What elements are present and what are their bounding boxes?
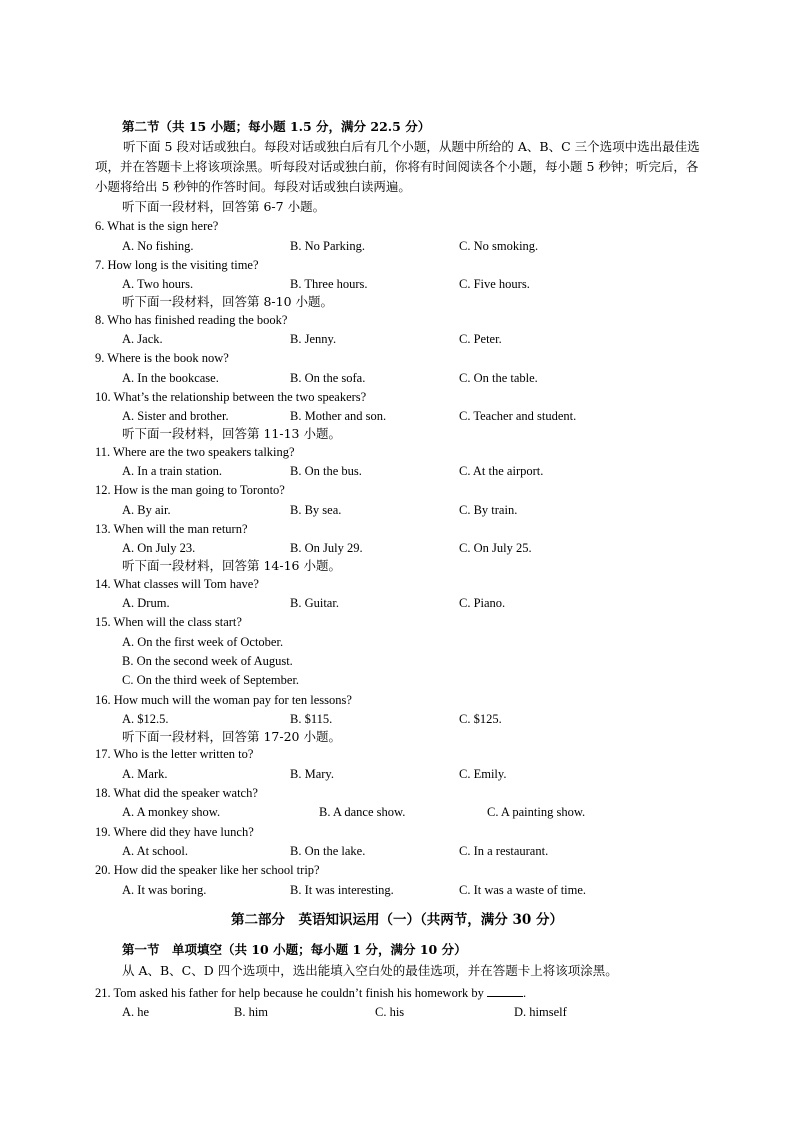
- section2-instructions: 听下面 5 段对话或独白。每段对话或独白后有几个小题，从题中所给的 A、B、C 三个选项中选出最佳选项，并在答题卡上将该项涂黑。听每段对话或独白前，你将有时间阅读各个小题，每小题 5 秒钟；听完后，各小题将给出 5 秒钟的作答时间。每段对话或独白读两遍。: [95, 139, 700, 194]
- q18-option-a: A. A monkey show.: [122, 805, 221, 819]
- question-21-text: 21. Tom asked his father for help because he couldn’t finish his homework by: [95, 986, 484, 1000]
- q13-option-a: A. On July 23.: [122, 541, 196, 555]
- q15-option-b: B. On the second week of August.: [122, 654, 293, 668]
- q10-option-a: A. Sister and brother.: [122, 409, 229, 423]
- q15-option-a: A. On the first week of October.: [122, 635, 284, 649]
- q9-option-c: C. On the table.: [459, 371, 538, 385]
- q10-option-b: B. Mother and son.: [290, 409, 387, 423]
- question-10: 10. What’s the relationship between the two speakers?: [95, 390, 367, 404]
- q6-option-c: C. No smoking.: [459, 239, 539, 253]
- part2-title: 第二部分 英语知识运用（一）（共两节，满分 30 分）: [231, 912, 563, 928]
- q20-option-c: C. It was a waste of time.: [459, 883, 587, 897]
- q21-option-d: D. himself: [514, 1005, 567, 1019]
- section2-heading: 第二节（共 15 小题；每小题 1.5 分，满分 22.5 分）: [122, 119, 431, 134]
- listen-8-10: 听下面一段材料，回答第 8-10 小题。: [122, 294, 334, 309]
- q16-option-c: C. $125.: [459, 712, 502, 726]
- q6-option-b: B. No Parking.: [290, 239, 365, 253]
- q14-option-a: A. Drum.: [122, 596, 170, 610]
- listen-11-13: 听下面一段材料，回答第 11-13 小题。: [122, 426, 341, 441]
- q7-option-c: C. Five hours.: [459, 277, 530, 291]
- q14-option-b: B. Guitar.: [290, 596, 339, 610]
- answer-blank: [487, 984, 523, 997]
- question-7: 7. How long is the visiting time?: [95, 258, 259, 272]
- q19-option-b: B. On the lake.: [290, 844, 366, 858]
- q18-option-b: B. A dance show.: [319, 805, 406, 819]
- q8-option-c: C. Peter.: [459, 332, 502, 346]
- question-11: 11. Where are the two speakers talking?: [95, 445, 295, 459]
- q12-option-a: A. By air.: [122, 503, 171, 517]
- q15-option-c: C. On the third week of September.: [122, 673, 300, 687]
- q16-option-b: B. $115.: [290, 712, 333, 726]
- question-14: 14. What classes will Tom have?: [95, 577, 259, 591]
- q9-option-a: A. In the bookcase.: [122, 371, 219, 385]
- q19-option-a: A. At school.: [122, 844, 188, 858]
- question-15: 15. When will the class start?: [95, 615, 242, 629]
- listen-6-7: 听下面一段材料，回答第 6-7 小题。: [122, 199, 326, 214]
- question-16: 16. How much will the woman pay for ten lessons?: [95, 693, 352, 707]
- q11-option-c: C. At the airport.: [459, 464, 544, 478]
- question-18: 18. What did the speaker watch?: [95, 786, 258, 800]
- q18-option-c: C. A painting show.: [487, 805, 586, 819]
- q13-option-c: C. On July 25.: [459, 541, 532, 555]
- q12-option-c: C. By train.: [459, 503, 518, 517]
- q17-option-b: B. Mary.: [290, 767, 334, 781]
- q12-option-b: B. By sea.: [290, 503, 342, 517]
- question-8: 8. Who has finished reading the book?: [95, 313, 288, 327]
- q11-option-b: B. On the bus.: [290, 464, 362, 478]
- q14-option-c: C. Piano.: [459, 596, 506, 610]
- q7-option-a: A. Two hours.: [122, 277, 194, 291]
- q17-option-a: A. Mark.: [122, 767, 168, 781]
- question-21: [95, 984, 526, 1003]
- question-13: 13. When will the man return?: [95, 522, 248, 536]
- q21-option-a: A. he: [122, 1005, 150, 1019]
- part2-instructions: 从 A、B、C、D 四个选项中，选出能填入空白处的最佳选项，并在答题卡上将该项涂黑。: [122, 963, 618, 978]
- part2-section1-heading: 第一节 单项填空（共 10 小题；每小题 1 分，满分 10 分）: [122, 942, 467, 957]
- q21-option-b: B. him: [234, 1005, 269, 1019]
- q13-option-b: B. On July 29.: [290, 541, 363, 555]
- q6-option-a: A. No fishing.: [122, 239, 194, 253]
- q8-option-a: A. Jack.: [122, 332, 163, 346]
- q17-option-c: C. Emily.: [459, 767, 507, 781]
- q8-option-b: B. Jenny.: [290, 332, 337, 346]
- q10-option-c: C. Teacher and student.: [459, 409, 577, 423]
- q20-option-b: B. It was interesting.: [290, 883, 394, 897]
- question-6: 6. What is the sign here?: [95, 219, 219, 233]
- q21-option-c: C. his: [375, 1005, 405, 1019]
- q19-option-c: C. In a restaurant.: [459, 844, 549, 858]
- listen-14-16: 听下面一段材料，回答第 14-16 小题。: [122, 558, 341, 573]
- q16-option-a: A. $12.5.: [122, 712, 169, 726]
- q9-option-b: B. On the sofa.: [290, 371, 366, 385]
- question-17: 17. Who is the letter written to?: [95, 747, 254, 761]
- question-19: 19. Where did they have lunch?: [95, 825, 254, 839]
- q7-option-b: B. Three hours.: [290, 277, 368, 291]
- q20-option-a: A. It was boring.: [122, 883, 207, 897]
- q11-option-a: A. In a train station.: [122, 464, 222, 478]
- question-20: 20. How did the speaker like her school trip?: [95, 863, 320, 877]
- question-9: 9. Where is the book now?: [95, 351, 229, 365]
- listen-17-20: 听下面一段材料，回答第 17-20 小题。: [122, 729, 341, 744]
- question-21-end: .: [522, 986, 527, 1000]
- question-12: 12. How is the man going to Toronto?: [95, 483, 285, 497]
